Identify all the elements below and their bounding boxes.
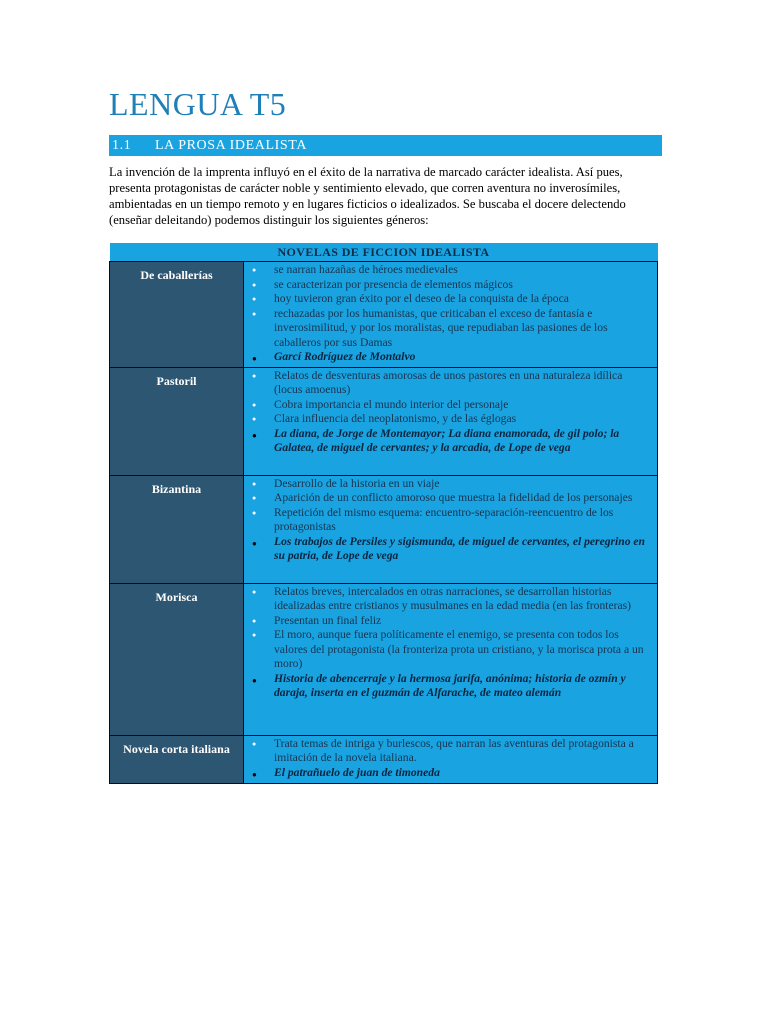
genre-features-cell: [244, 367, 658, 475]
representative-works-item: ● Garcí Rodríguez de Montalvo: [274, 350, 651, 365]
feature-item: ● Clara influencia del neoplatonismo, y de las églogas: [274, 412, 651, 427]
table-header: NOVELAS DE FICCION IDEALISTA: [110, 243, 658, 262]
intro-paragraph: La invención de la imprenta influyó en el éxito de la narrativa de marcado carácter idealista. Así pues, presenta protagonistas de carácter noble y sentimiento elevado, que corren aventura no inverosímiles, ambientadas en un tiempo remoto y en lugares ficticios o idealizados. Se buscaba el docere delectendo (enseñar deleitando) podemos distinguir los siguientes géneros:: [109, 165, 626, 227]
feature-item: ● hoy tuvieron gran éxito por el deseo de la conquista de la época: [274, 292, 651, 307]
feature-item: ● Relatos breves, intercalados en otras narraciones, se desarrollan historias idealizadas entre cristianos y musulmanes en la edad media (en las fronteras): [274, 585, 651, 614]
table-row: [110, 367, 658, 475]
genre-features-cell: [244, 735, 658, 783]
section-heading-bar: [109, 135, 662, 156]
feature-item: ● Desarrollo de la historia en un viaje: [274, 477, 651, 492]
feature-item: ● El moro, aunque fuera políticamente el enemigo, se presenta con todos los valores del protagonista (la fronteriza prota un cristiano, y la morisca prota a un moro): [274, 628, 651, 672]
table-row: [110, 475, 658, 583]
genre-features-cell: [244, 262, 658, 368]
representative-works-item: ● Los trabajos de Persiles y sigismunda, de miguel de cervantes, el peregrino en su patria, de Lope de vega: [274, 535, 651, 564]
feature-item: ● rechazadas por los humanistas, que criticaban el exceso de fantasía e inverosimilitud, y por los moralistas, que repudiaban las pasiones de los caballeros por sus Damas: [274, 307, 651, 351]
feature-item: ● Aparición de un conflicto amoroso que muestra la fidelidad de los personajes: [274, 491, 651, 506]
feature-item: ● se narran hazañas de héroes medievales: [274, 263, 651, 278]
genre-name-cell: De caballerías: [110, 262, 244, 368]
feature-item: ● Relatos de desventuras amorosas de unos pastores en una naturaleza idílica (locus amoenus): [274, 369, 651, 398]
feature-item: ● Repetición del mismo esquema: encuentro-separación-reencuentro de los protagonistas: [274, 506, 651, 535]
section-number: 1.1: [112, 138, 132, 153]
feature-item: ● Presentan un final feliz: [274, 614, 651, 629]
feature-item: ● Trata temas de intriga y burlescos, que narran las aventuras del protagonista a imitación de la novela italiana.: [274, 737, 651, 766]
representative-works-item: ● Historia de abencerraje y la hermosa jarifa, anónima; historia de ozmín y daraja, inserta en el guzmán de Alfarache, de mateo alemán: [274, 672, 651, 701]
genre-name-cell: Morisca: [110, 583, 244, 735]
table-row: [110, 262, 658, 368]
table-row: [110, 735, 658, 783]
genre-name-cell: Bizantina: [110, 475, 244, 583]
table-row: [110, 583, 658, 735]
genre-features-cell: [244, 583, 658, 735]
genre-name-cell: Pastoril: [110, 367, 244, 475]
features-list: [244, 477, 651, 564]
genres-table: [109, 243, 658, 784]
features-list: [244, 369, 651, 456]
feature-item: ● se caracterizan por presencia de elementos mágicos: [274, 278, 651, 293]
section-title: LA PROSA IDEALISTA: [155, 138, 308, 153]
representative-works-item: ● La diana, de Jorge de Montemayor; La diana enamorada, de gil polo; la Galatea, de miguel de cervantes; y la arcadia, de Lope de vega: [274, 427, 651, 456]
features-list: [244, 737, 651, 781]
features-list: [244, 585, 651, 701]
feature-item: ● Cobra importancia el mundo interior del personaje: [274, 398, 651, 413]
genre-features-cell: [244, 475, 658, 583]
page-title: LENGUA T5: [109, 86, 287, 122]
genre-name-cell: Novela corta italiana: [110, 735, 244, 783]
representative-works-item: ● El patrañuelo de juan de timoneda: [274, 766, 651, 781]
table-body: [110, 262, 658, 784]
features-list: [244, 263, 651, 365]
table-header-row: [110, 243, 658, 262]
